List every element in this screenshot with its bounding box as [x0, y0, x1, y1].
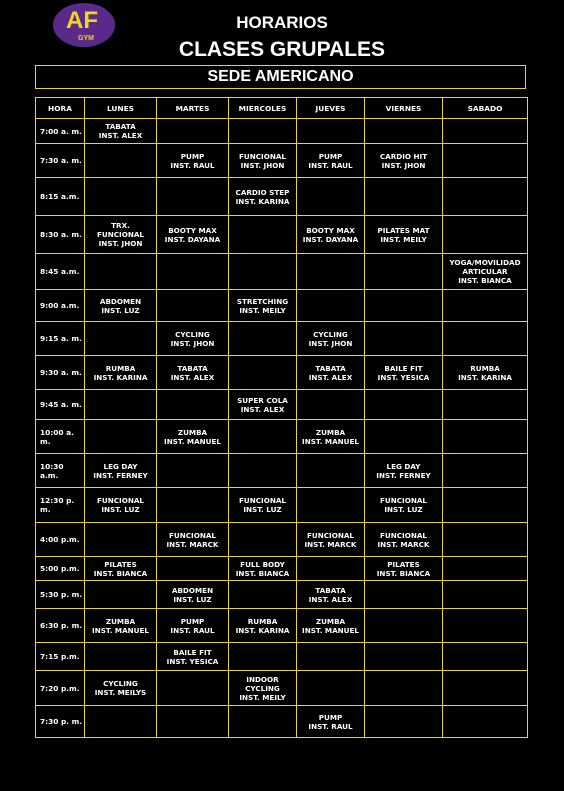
class-cell-miercoles	[229, 706, 297, 738]
time-cell: 4:00 p.m.	[36, 523, 85, 557]
class-cell-martes	[157, 119, 229, 144]
time-cell: 9:00 a.m.	[36, 290, 85, 322]
class-label: PUMP INST. RAUL	[308, 712, 353, 731]
class-cell-lunes	[85, 119, 157, 144]
class-cell-jueves	[297, 216, 365, 254]
class-cell-sabado	[443, 557, 528, 581]
time-cell: 8:45 a.m.	[36, 254, 85, 290]
class-cell-martes	[157, 356, 229, 390]
class-cell-viernes	[365, 581, 443, 609]
class-cell-viernes	[365, 144, 443, 178]
class-cell-jueves	[297, 290, 365, 322]
class-label: CYCLING INST. MEILYS	[94, 679, 147, 697]
class-label: BAILE FIT INST. YESICA	[166, 647, 219, 666]
schedule-row	[36, 119, 528, 144]
class-cell-sabado	[443, 178, 528, 216]
schedule-row	[36, 290, 528, 322]
class-label: FULL BODY INST. BIANCA	[235, 559, 290, 578]
schedule-row	[36, 178, 528, 216]
class-cell-lunes	[85, 216, 157, 254]
class-cell-viernes	[365, 119, 443, 144]
class-label: YOGA/MOVILIDAD ARTICULAR INST. BIANCA	[449, 258, 521, 285]
class-label: PUMP INST. RAUL	[170, 616, 215, 635]
class-cell-sabado	[443, 216, 528, 254]
class-cell-sabado	[443, 144, 528, 178]
class-cell-miercoles	[229, 609, 297, 643]
class-cell-miercoles	[229, 488, 297, 523]
class-cell-jueves	[297, 322, 365, 356]
class-label: SUPER COLA INST. ALEX	[237, 395, 288, 414]
class-label: FUNCIONAL INST. LUZ	[239, 496, 286, 514]
class-label: TABATA INST. ALEX	[308, 363, 353, 382]
class-label: ZUMBA INST. MANUEL	[92, 616, 149, 635]
class-cell-lunes	[85, 643, 157, 671]
class-label: CYCLING INST. JHON	[170, 329, 215, 348]
class-cell-lunes	[85, 356, 157, 390]
class-cell-viernes	[365, 290, 443, 322]
class-cell-jueves	[297, 254, 365, 290]
class-cell-miercoles	[229, 356, 297, 390]
class-cell-sabado	[443, 322, 528, 356]
column-header-jueves: JUEVES	[297, 98, 365, 119]
class-label: BAILE FIT INST. YESICA	[377, 363, 430, 382]
schedule-row	[36, 581, 528, 609]
class-cell-martes	[157, 523, 229, 557]
class-cell-sabado	[443, 454, 528, 488]
schedule-row	[36, 390, 528, 420]
class-cell-sabado	[443, 356, 528, 390]
class-label: RUMBA INST. KARINA	[235, 616, 290, 635]
schedule-row	[36, 643, 528, 671]
class-cell-sabado	[443, 643, 528, 671]
class-label: TABATA INST. ALEX	[170, 363, 215, 382]
time-cell: 7:30 p. m.	[36, 706, 85, 738]
column-header-sabado: SABADO	[443, 98, 528, 119]
class-cell-jueves	[297, 178, 365, 216]
class-cell-jueves	[297, 390, 365, 420]
class-cell-lunes	[85, 390, 157, 420]
schedule-body	[36, 119, 528, 738]
time-cell: 7:30 a. m.	[36, 144, 85, 178]
logo-sub: GYM	[78, 35, 94, 42]
page-title: HORARIOS	[236, 13, 328, 32]
schedule-row	[36, 488, 528, 523]
class-cell-viernes	[365, 557, 443, 581]
class-cell-lunes	[85, 454, 157, 488]
class-cell-jueves	[297, 581, 365, 609]
class-cell-martes	[157, 706, 229, 738]
class-cell-miercoles	[229, 254, 297, 290]
class-label: CARDIO HIT INST. JHON	[379, 151, 428, 170]
class-cell-lunes	[85, 581, 157, 609]
schedule-row	[36, 454, 528, 488]
schedule-row	[36, 356, 528, 390]
class-cell-miercoles	[229, 671, 297, 706]
schedule-table	[35, 97, 528, 738]
class-cell-lunes	[85, 671, 157, 706]
class-cell-sabado	[443, 290, 528, 322]
time-cell: 8:15 a.m.	[36, 178, 85, 216]
class-cell-viernes	[365, 420, 443, 454]
class-cell-martes	[157, 390, 229, 420]
column-header-hora: HORA	[36, 98, 85, 119]
class-cell-viernes	[365, 356, 443, 390]
class-label: FUNCIONAL INST. LUZ	[97, 496, 144, 514]
time-cell: 8:30 a. m.	[36, 216, 85, 254]
class-cell-viernes	[365, 643, 443, 671]
class-cell-martes	[157, 290, 229, 322]
time-cell: 9:30 a. m.	[36, 356, 85, 390]
class-cell-martes	[157, 671, 229, 706]
class-label: CARDIO STEP INST. KARINA	[235, 187, 290, 206]
class-cell-sabado	[443, 420, 528, 454]
time-cell: 10:30 a.m.	[36, 454, 85, 488]
class-cell-jueves	[297, 488, 365, 523]
class-cell-jueves	[297, 454, 365, 488]
time-cell: 7:00 a. m.	[36, 119, 85, 144]
class-cell-martes	[157, 254, 229, 290]
class-cell-sabado	[443, 609, 528, 643]
class-label: ZUMBA INST. MANUEL	[164, 427, 221, 446]
class-cell-lunes	[85, 144, 157, 178]
class-cell-lunes	[85, 420, 157, 454]
class-cell-lunes	[85, 523, 157, 557]
class-cell-jueves	[297, 356, 365, 390]
sede-banner: SEDE AMERICANO	[35, 65, 526, 89]
column-header-lunes: LUNES	[85, 98, 157, 119]
class-label: FUNCIONAL INST. MARCK	[166, 530, 219, 549]
class-cell-viernes	[365, 216, 443, 254]
class-label: BOOTY MAX INST. DAYANA	[302, 225, 359, 244]
class-cell-lunes	[85, 488, 157, 523]
class-cell-miercoles	[229, 523, 297, 557]
class-cell-viernes	[365, 322, 443, 356]
class-cell-martes	[157, 581, 229, 609]
class-cell-viernes	[365, 523, 443, 557]
time-cell: 10:00 a. m.	[36, 420, 85, 454]
class-cell-lunes	[85, 557, 157, 581]
class-cell-miercoles	[229, 144, 297, 178]
class-cell-sabado	[443, 488, 528, 523]
class-cell-jueves	[297, 557, 365, 581]
schedule-row	[36, 322, 528, 356]
class-label: PUMP INST. RAUL	[308, 151, 353, 170]
class-label: BOOTY MAX INST. DAYANA	[164, 225, 221, 244]
class-label: ABDOMEN INST. LUZ	[99, 296, 142, 315]
class-cell-miercoles	[229, 581, 297, 609]
class-cell-miercoles	[229, 557, 297, 581]
class-label: STRETCHING INST. MEILY	[236, 296, 289, 315]
schedule-row	[36, 523, 528, 557]
schedule-row	[36, 144, 528, 178]
schedule-row	[36, 216, 528, 254]
class-cell-lunes	[85, 609, 157, 643]
class-cell-miercoles	[229, 454, 297, 488]
class-label: FUNCIONAL INST. MARCK	[377, 530, 430, 549]
class-cell-miercoles	[229, 290, 297, 322]
class-cell-sabado	[443, 523, 528, 557]
class-cell-sabado	[443, 119, 528, 144]
class-cell-jueves	[297, 144, 365, 178]
class-cell-miercoles	[229, 322, 297, 356]
header-row	[36, 98, 528, 119]
class-cell-miercoles	[229, 119, 297, 144]
class-cell-viernes	[365, 178, 443, 216]
class-label: ZUMBA INST. MANUEL	[302, 616, 359, 635]
class-label: ABDOMEN INST. LUZ	[171, 585, 214, 604]
schedule-row	[36, 420, 528, 454]
class-cell-viernes	[365, 454, 443, 488]
class-cell-lunes	[85, 290, 157, 322]
schedule-row	[36, 254, 528, 290]
class-label: RUMBA INST. KARINA	[458, 363, 512, 382]
class-cell-martes	[157, 144, 229, 178]
class-cell-viernes	[365, 671, 443, 706]
class-cell-jueves	[297, 706, 365, 738]
class-cell-viernes	[365, 390, 443, 420]
class-cell-viernes	[365, 609, 443, 643]
column-header-viernes: VIERNES	[365, 98, 443, 119]
time-cell: 5:30 p. m.	[36, 581, 85, 609]
class-cell-sabado	[443, 581, 528, 609]
page-subtitle: CLASES GRUPALES	[178, 38, 386, 61]
class-cell-sabado	[443, 671, 528, 706]
time-cell: 5:00 p.m.	[36, 557, 85, 581]
class-cell-sabado	[443, 390, 528, 420]
class-cell-martes	[157, 216, 229, 254]
schedule-row	[36, 706, 528, 738]
class-label: TABATA INST. ALEX	[308, 585, 353, 604]
class-label: FUNCIONAL INST. LUZ	[380, 496, 427, 514]
class-label: ZUMBA INST. MANUEL	[302, 427, 359, 446]
class-label: RUMBA INST. KARINA	[93, 363, 148, 382]
class-label: PILATES MAT INST. MEILY	[377, 225, 430, 244]
class-cell-martes	[157, 609, 229, 643]
class-cell-miercoles	[229, 216, 297, 254]
schedule-row	[36, 671, 528, 706]
class-cell-jueves	[297, 671, 365, 706]
class-cell-martes	[157, 420, 229, 454]
class-cell-jueves	[297, 420, 365, 454]
class-label: TABATA INST. ALEX	[98, 122, 143, 140]
class-label: FUNCIONAL INST. JHON	[239, 151, 286, 170]
class-label: CYCLING INST. JHON	[308, 329, 353, 348]
class-cell-viernes	[365, 706, 443, 738]
class-cell-jueves	[297, 523, 365, 557]
class-label: TRX. FUNCIONAL INST. JHON	[97, 221, 144, 248]
class-cell-lunes	[85, 254, 157, 290]
class-cell-sabado	[443, 254, 528, 290]
class-cell-martes	[157, 322, 229, 356]
class-cell-jueves	[297, 119, 365, 144]
class-cell-martes	[157, 643, 229, 671]
class-label: LEG DAY INST. FERNEY	[376, 461, 431, 480]
time-cell: 7:15 p.m.	[36, 643, 85, 671]
schedule-row	[36, 557, 528, 581]
time-cell: 9:15 a. m.	[36, 322, 85, 356]
class-label: INDOOR CYCLING INST. MEILY	[239, 674, 286, 702]
class-label: PUMP INST. RAUL	[170, 151, 215, 170]
class-label: LEG DAY INST. FERNEY	[93, 461, 148, 480]
time-cell: 7:20 p.m.	[36, 671, 85, 706]
class-cell-lunes	[85, 706, 157, 738]
class-cell-lunes	[85, 178, 157, 216]
class-cell-viernes	[365, 488, 443, 523]
class-cell-lunes	[85, 322, 157, 356]
schedule-row	[36, 609, 528, 643]
class-cell-martes	[157, 557, 229, 581]
class-cell-martes	[157, 178, 229, 216]
time-cell: 6:30 p. m.	[36, 609, 85, 643]
time-cell: 12:30 p. m.	[36, 488, 85, 523]
class-cell-miercoles	[229, 420, 297, 454]
class-cell-viernes	[365, 254, 443, 290]
class-cell-martes	[157, 488, 229, 523]
column-header-miercoles: MIERCOLES	[229, 98, 297, 119]
class-cell-sabado	[443, 706, 528, 738]
column-header-martes: MARTES	[157, 98, 229, 119]
class-cell-miercoles	[229, 390, 297, 420]
class-cell-martes	[157, 454, 229, 488]
class-cell-miercoles	[229, 178, 297, 216]
class-label: PILATES INST. BIANCA	[93, 559, 148, 578]
class-cell-jueves	[297, 609, 365, 643]
class-cell-miercoles	[229, 643, 297, 671]
class-label: PILATES INST. BIANCA	[376, 559, 431, 578]
class-label: FUNCIONAL INST. MARCK	[304, 530, 357, 549]
logo-letters: AF	[66, 7, 98, 34]
class-cell-jueves	[297, 643, 365, 671]
time-cell: 9:45 a. m.	[36, 390, 85, 420]
